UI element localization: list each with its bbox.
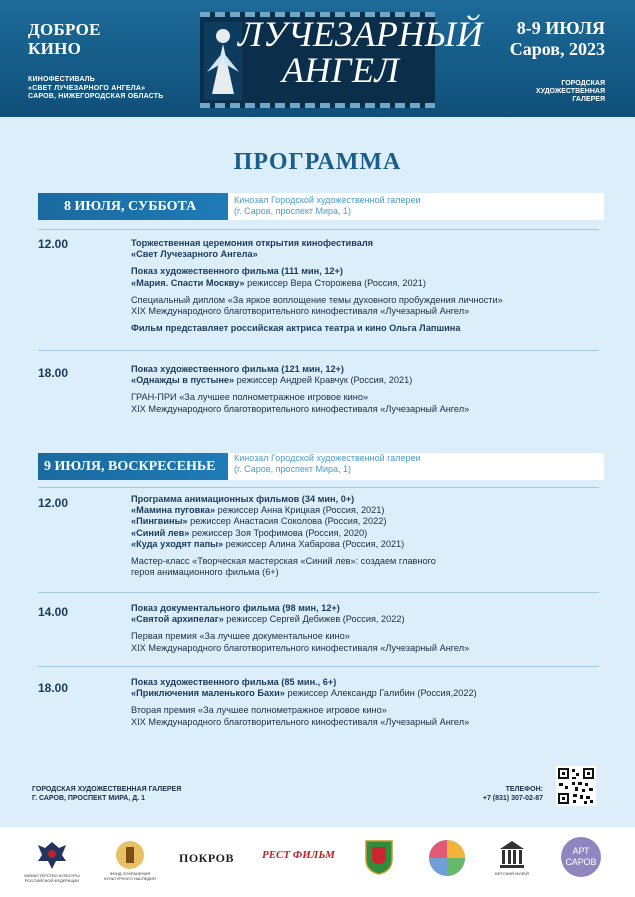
ministry-eagle-icon — [32, 839, 72, 873]
session-line — [131, 603, 601, 614]
divider — [38, 350, 599, 351]
film-title: Торжественная церемония открытия кинофестиваля — [131, 238, 374, 248]
session-line — [131, 516, 601, 527]
session-line — [131, 539, 601, 550]
divider — [38, 592, 599, 593]
film-title: Показ художественного фильма (85 мин., 6+) — [131, 677, 337, 687]
session-text: XIX Международного благотворительного кинофестиваля «Лучезарный Ангел» — [131, 716, 470, 727]
session-line — [131, 266, 601, 277]
session-text: героя анимационного фильма (6+) — [131, 567, 279, 578]
fund-caption: ФОНД СОХРАНЕНИЯ КУЛЬТУРНОГО НАСЛЕДИЯ — [104, 871, 156, 881]
sponsor-logos — [0, 827, 635, 897]
venue-1: Кинозал Городской художественной галереи (г. Саров, проспект Мира, 1) — [234, 195, 421, 216]
museum-caption: ВЯТСКИЙ МУЗЕЙ — [495, 871, 529, 876]
film-title: Фильм представляет российская актриса театра и кино Ольга Лапшина — [131, 323, 461, 334]
rest-film-logo: РЕСТ ФИЛЬМ — [262, 849, 335, 861]
session-time: 12.00 — [38, 496, 69, 510]
session-text: режиссер Зоя Трофимова (Россия, 2020) — [189, 527, 368, 538]
session-details — [131, 238, 601, 334]
film-title: «Приключения маленького Бахи» — [131, 688, 285, 699]
session-line — [131, 249, 601, 260]
session-time: 14.00 — [38, 605, 69, 619]
gallery-label: ГОРОДСКАЯ ХУДОЖЕСТВЕННАЯ ГАЛЕРЕЯ — [535, 80, 605, 103]
page-title: ПРОГРАММА — [233, 149, 402, 175]
session-line — [131, 643, 601, 654]
film-title: «Однажды в пустыне» — [131, 375, 235, 386]
session-line — [131, 404, 601, 415]
divider — [38, 487, 599, 488]
session-text: режиссер Александр Галибин (Россия,2022) — [284, 688, 477, 699]
film-title: «Пингвины» — [131, 516, 188, 527]
museum-icon — [497, 839, 527, 869]
film-title: «Святой архипелаг» — [131, 614, 224, 625]
session-time: 12.00 — [38, 237, 69, 251]
film-title: «Синий лев» — [131, 527, 190, 538]
day-heading-2: 9 ИЮЛЯ, ВОСКРЕСЕНЬЕ — [38, 453, 228, 480]
film-title: Показ документального фильма (98 мин, 12+) — [131, 603, 340, 613]
session-text: режиссер Сергей Дебижев (Россия, 2022) — [223, 614, 405, 625]
pokrov-logo: ПОКРОВ — [179, 851, 234, 865]
day-heading-1: 8 ИЮЛЯ, СУББОТА — [38, 193, 228, 220]
angel-icon — [204, 22, 242, 100]
session-text: XIX Международного благотворительного кинофестиваля «Лучезарный Ангел» — [131, 642, 470, 653]
session-line — [131, 364, 601, 375]
session-text: Специальный диплом «За яркое воплощение темы духовного пробуждения личности» — [131, 294, 503, 305]
session-line — [131, 528, 601, 539]
session-time: 18.00 — [38, 366, 69, 380]
session-line — [131, 306, 601, 317]
film-title: Показ художественного фильма (111 мин, 12+) — [131, 266, 343, 277]
dobroe-kino-title: ДОБРОЕ КИНО — [28, 20, 101, 58]
divider — [38, 666, 599, 667]
divider — [38, 229, 599, 230]
session-text: ГРАН-ПРИ «За лучшее полнометражное игровое кино» — [131, 392, 369, 403]
session-text: режиссер Алина Хабарова (Россия, 2021) — [223, 538, 405, 549]
film-title: «Мамина пуговка» — [131, 505, 216, 516]
film-title: «Свет Лучезарного Ангела» — [131, 249, 258, 260]
qr-code-icon[interactable] — [556, 766, 596, 806]
venue-2: Кинозал Городской художественной галереи (г. Саров, проспект Мира, 1) — [234, 453, 421, 474]
art-sarov-logo: АРТ САРОВ — [561, 837, 601, 877]
session-line — [131, 556, 601, 567]
session-text: XIX Международного благотворительного кинофестиваля «Лучезарный Ангел» — [131, 306, 470, 317]
session-line — [131, 238, 601, 249]
session-text: Мастер-класс «Творческая мастерская «Синий лев»: создаем главного — [131, 556, 436, 567]
ministry-caption: МИНИСТЕРСТВО КУЛЬТУРЫ РОССИЙСКОЙ ФЕДЕРАЦИИ — [24, 873, 80, 883]
session-line — [131, 688, 601, 699]
festival-subtitle: КИНОФЕСТИВАЛЬ «СВЕТ ЛУЧЕЗАРНОГО АНГЕЛА» САРОВ, НИЖЕГОРОДСКАЯ ОБЛАСТЬ — [28, 76, 164, 100]
session-details — [131, 677, 601, 728]
session-line — [131, 505, 601, 516]
session-text: режиссер Вера Сторожева (Россия, 2021) — [244, 277, 426, 288]
film-title: «Куда уходят папы» — [131, 538, 224, 549]
session-line — [131, 323, 601, 334]
session-line — [131, 375, 601, 386]
contact-phone: ТЕЛЕФОН: +7 (831) 307-02-87 — [482, 786, 543, 802]
session-line — [131, 705, 601, 716]
session-line — [131, 717, 601, 728]
session-text: режиссер Анастасия Соколова (Россия, 2022) — [187, 516, 387, 527]
session-text: Вторая премия «За лучшее полнометражное игровое кино» — [131, 705, 387, 716]
session-line — [131, 677, 601, 688]
session-text: XIX Международного благотворительного кинофестиваля «Лучезарный Ангел» — [131, 403, 470, 414]
session-line — [131, 614, 601, 625]
session-details — [131, 364, 601, 415]
session-line — [131, 567, 601, 578]
film-title: «Мария. Спасти Москву» — [131, 277, 245, 288]
session-text: Первая премия «За лучшее документальное кино» — [131, 631, 350, 642]
film-title: Программа анимационных фильмов (34 мин, 0+) — [131, 494, 355, 504]
session-line — [131, 631, 601, 642]
fund-emblem-icon — [110, 839, 150, 871]
session-text: режиссер Анна Крицкая (Россия, 2021) — [215, 505, 385, 516]
session-line — [131, 295, 601, 306]
session-line — [131, 494, 601, 505]
session-text: режиссер Андрей Кравчук (Россия, 2021) — [234, 375, 413, 386]
rainbow-circle-logo — [428, 839, 466, 877]
festival-header — [0, 0, 635, 117]
session-line — [131, 392, 601, 403]
session-details — [131, 494, 601, 578]
festival-logo-text: ЛУЧЕЗАРНЫЙ АНГЕЛ — [238, 14, 484, 90]
coat-of-arms-icon — [364, 839, 394, 875]
festival-dates: 8-9 ИЮЛЯ Саров, 2023 — [509, 18, 605, 59]
session-time: 18.00 — [38, 681, 69, 695]
gallery-address: ГОРОДСКАЯ ХУДОЖЕСТВЕННАЯ ГАЛЕРЕЯ Г. САРОВ, ПРОСПЕКТ МИРА, Д. 1 — [32, 786, 182, 802]
session-line — [131, 278, 601, 289]
film-title: Показ художественного фильма (121 мин, 12+) — [131, 364, 344, 374]
session-details — [131, 603, 601, 654]
